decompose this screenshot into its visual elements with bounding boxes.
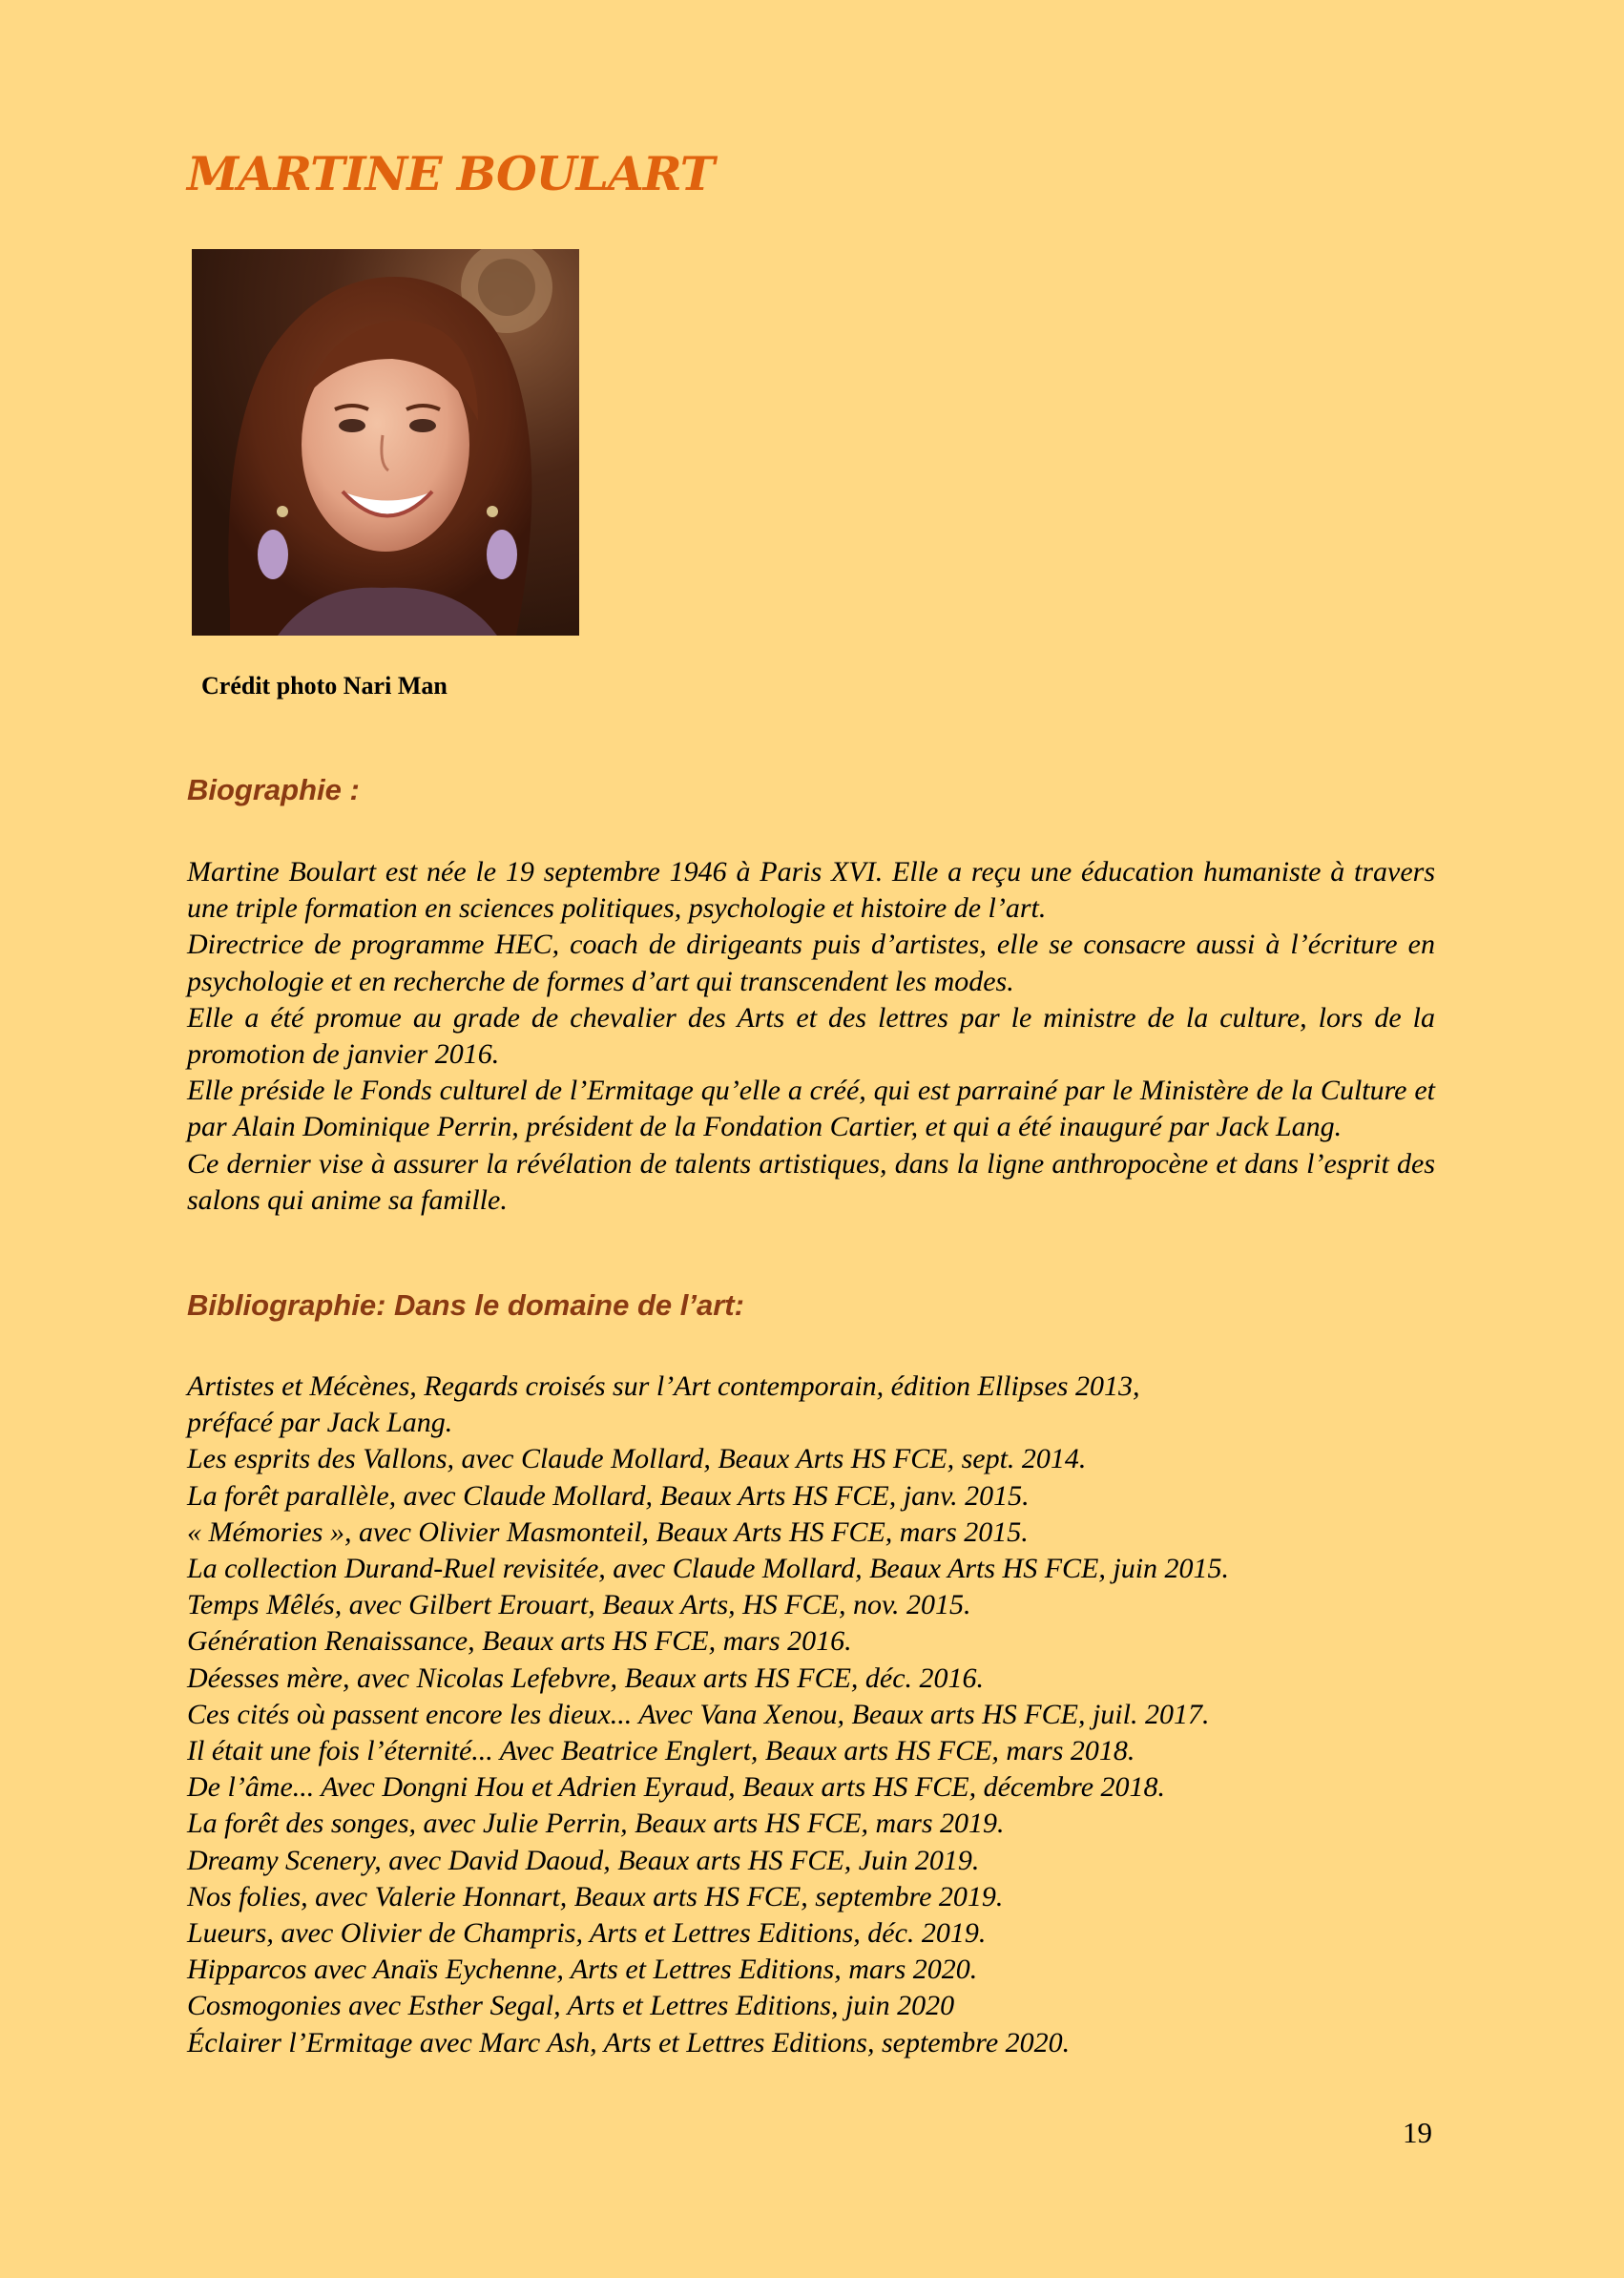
bibliography-item: « Mémories », avec Olivier Masmonteil, Beaux Arts HS FCE, mars 2015. <box>187 1515 1029 1548</box>
bibliography-list <box>187 1369 1466 2061</box>
bibliography-item: Les esprits des Vallons, avec Claude Mollard, Beaux Arts HS FCE, sept. 2014. <box>187 1443 1087 1475</box>
bibliography-item: Lueurs, avec Olivier de Champris, Arts et Lettres Editions, déc. 2019. <box>187 1917 987 1950</box>
bibliography-item: Hipparcos avec Anaïs Eychenne, Arts et Lettres Editions, mars 2020. <box>187 1954 978 1986</box>
bibliography-item: Déesses mère, avec Nicolas Lefebvre, Beaux arts HS FCE, déc. 2016. <box>187 1661 985 1694</box>
bibliography-item: Dreamy Scenery, avec David Daoud, Beaux arts HS FCE, Juin 2019. <box>187 1844 980 1876</box>
bibliography-heading: Bibliographie: Dans le domaine de l’art: <box>187 1288 744 1322</box>
bibliography-item: préfacé par Jack Lang. <box>187 1407 453 1439</box>
page-number: 19 <box>1403 2116 1432 2149</box>
bibliography-item: La forêt parallèle, avec Claude Mollard, Beaux Arts HS FCE, janv. 2015. <box>187 1479 1030 1512</box>
bibliography-item: Cosmogonies avec Esther Segal, Arts et Lettres Editions, juin 2020 <box>187 1990 955 2022</box>
biography-text <box>187 854 1435 1219</box>
bibliography-item: De l’âme... Avec Dongni Hou et Adrien Eyraud, Beaux arts HS FCE, décembre 2018. <box>187 1771 1166 1804</box>
bibliography-item: Il était une fois l’éternité... Avec Beatrice Englert, Beaux arts HS FCE, mars 2018. <box>187 1735 1135 1767</box>
biography-paragraph: Ce dernier vise à assurer la révélation de talents artistiques, dans la ligne anthropocène et dans l’esprit des salons qui anime sa famille. <box>187 1147 1435 1216</box>
bibliography-item: Éclairer l’Ermitage avec Marc Ash, Arts et Lettres Editions, septembre 2020. <box>187 2026 1071 2059</box>
bibliography-item: Nos folies, avec Valerie Honnart, Beaux arts HS FCE, septembre 2019. <box>187 1880 1004 1912</box>
biography-heading: Biographie : <box>187 773 360 806</box>
bibliography-item: Artistes et Mécènes, Regards croisés sur l’Art contemporain, édition Ellipses 2013, <box>187 1370 1140 1402</box>
bibliography-item: Temps Mêlés, avec Gilbert Erouart, Beaux Arts, HS FCE, nov. 2015. <box>187 1589 971 1621</box>
bibliography-item: La forêt des songes, avec Julie Perrin, Beaux arts HS FCE, mars 2019. <box>187 1808 1005 1840</box>
photo-credit: Crédit photo Nari Man <box>201 672 448 700</box>
biography-paragraph: Elle préside le Fonds culturel de l’Ermitage qu’elle a créé, qui est parrainé par le Ministère de la Culture et par Alain Dominique Perrin, président de la Fondation Cartier, et qui a été inauguré par Jack Lang. <box>187 1075 1435 1143</box>
bibliography-item: Génération Renaissance, Beaux arts HS FCE, mars 2016. <box>187 1625 852 1658</box>
biography-paragraph: Directrice de programme HEC, coach de dirigeants puis d’artistes, elle se consacre aussi à l’écriture en psychologie et en recherche de formes d’art qui transcendent les modes. <box>187 929 1435 997</box>
page-title: MARTINE BOULART <box>187 146 715 201</box>
portrait-photo <box>192 249 579 636</box>
biography-paragraph: Martine Boulart est née le 19 septembre 1946 à Paris XVI. Elle a reçu une éducation humaniste à travers une triple formation en sciences politiques, psychologie et histoire de l’art. <box>187 856 1435 925</box>
biography-paragraph: Elle a été promue au grade de chevalier des Arts et des lettres par le ministre de la culture, lors de la promotion de janvier 2016. <box>187 1001 1435 1071</box>
bibliography-item: La collection Durand-Ruel revisitée, avec Claude Mollard, Beaux Arts HS FCE, juin 2015. <box>187 1553 1230 1585</box>
bibliography-item: Ces cités où passent encore les dieux... Avec Vana Xenou, Beaux arts HS FCE, juil. 2017. <box>187 1698 1210 1730</box>
